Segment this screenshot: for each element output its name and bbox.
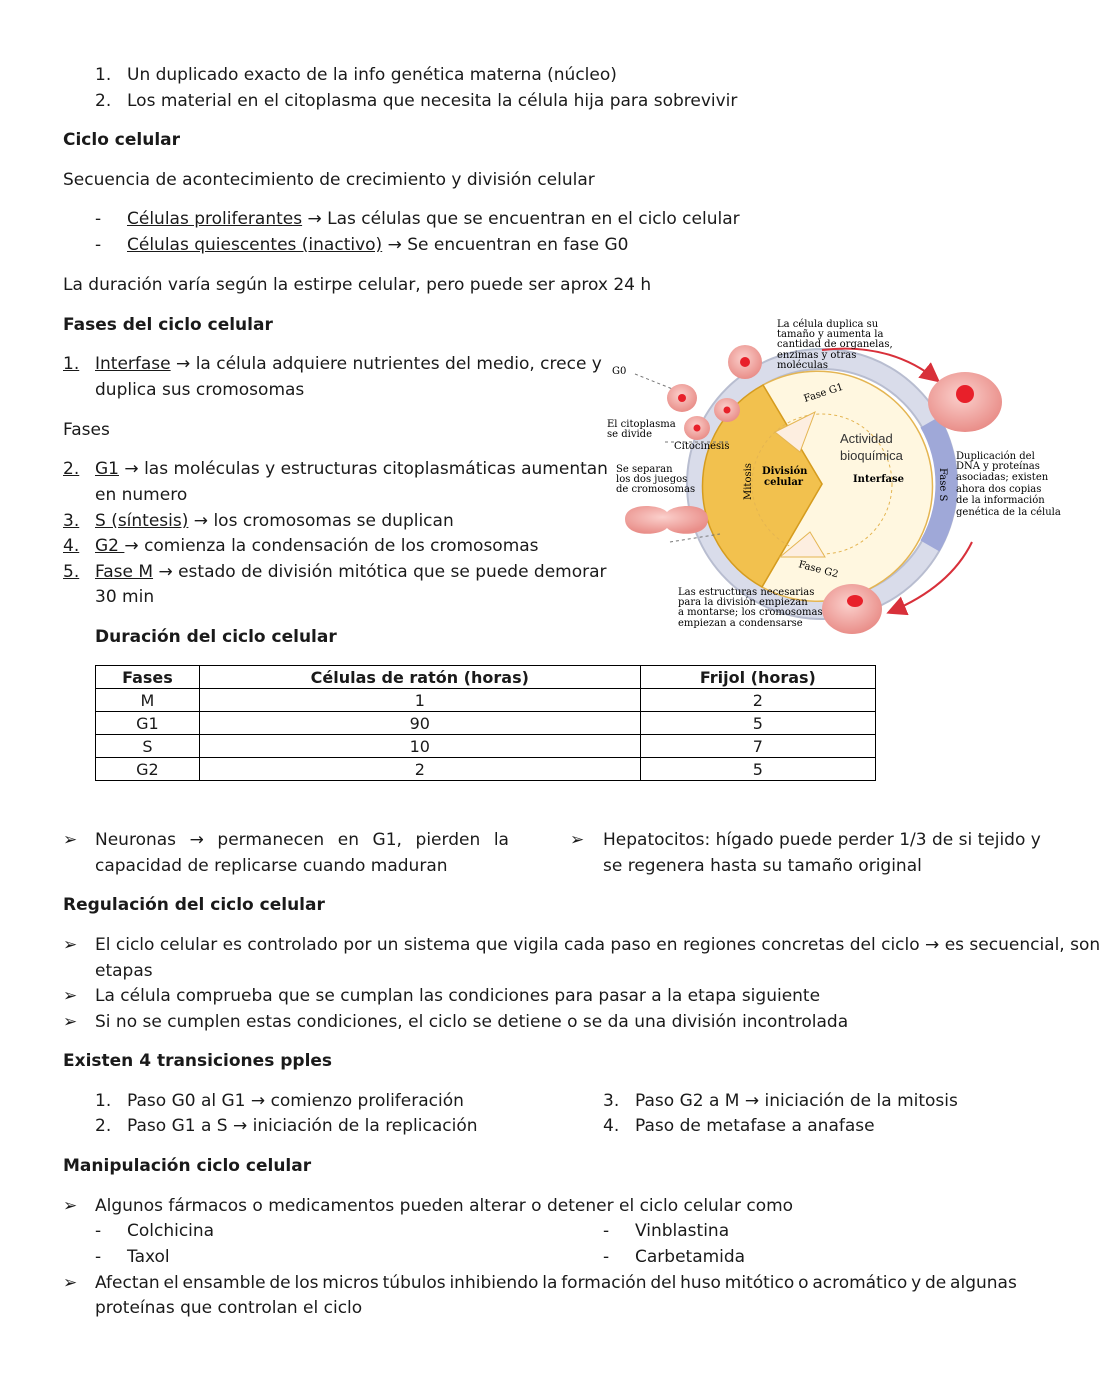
term: Células proliferantes <box>127 209 303 229</box>
text: Paso G1 a S <box>127 1116 228 1136</box>
cell-g2 <box>822 584 882 634</box>
bottom-note-3: a montarse; los cromosomas <box>678 607 823 618</box>
dash-bullet: - <box>95 1221 102 1241</box>
table-cell: 1 <box>199 689 640 712</box>
intro-item-1 <box>95 64 617 86</box>
table-cell: 10 <box>199 735 640 758</box>
list-number: 2. <box>95 91 112 111</box>
arrowhead-bullet-icon: ➢ <box>63 935 78 955</box>
table-header-cell: Fases <box>96 666 200 689</box>
word: el <box>163 1273 179 1293</box>
label-separan-2: los dos juegos <box>616 474 688 485</box>
duration-table <box>95 665 876 781</box>
desc: Las células que se encuentran en el ciclo celular <box>327 209 740 229</box>
arrow-icon: → <box>387 235 402 255</box>
dup-2: DNA y proteínas <box>956 461 1040 472</box>
dup-5: de la información <box>956 495 1045 506</box>
arrow-icon: → <box>307 209 322 229</box>
dash-bullet: - <box>603 1221 610 1241</box>
list-number: 1. <box>95 1091 112 1111</box>
arrow-icon: → <box>158 562 173 582</box>
arrow-icon: → <box>176 354 191 374</box>
regulacion-bullet-1-cont: etapas <box>95 961 153 981</box>
list-number: 5. <box>63 562 80 582</box>
table-cell: G2 <box>96 758 200 781</box>
fase-item-3 <box>63 510 454 532</box>
table-cell: G1 <box>96 712 200 735</box>
text: iniciación de la mitosis <box>764 1091 958 1111</box>
word: los <box>294 1273 319 1293</box>
table-row <box>96 689 876 712</box>
arrowhead-bullet-icon: ➢ <box>63 1273 78 1293</box>
text: Paso de metafase a anafase <box>635 1116 875 1136</box>
drug-item <box>603 1246 745 1268</box>
arrow-icon: → <box>925 935 940 955</box>
intro-item-2 <box>95 90 737 112</box>
table-row <box>96 712 876 735</box>
manipulacion-bullet-1: Algunos fármacos o medicamentos pueden alterar o detener el ciclo celular como <box>95 1196 794 1216</box>
fase-item-1-cont: duplica sus cromosomas <box>95 380 305 400</box>
dash-bullet: - <box>95 209 102 229</box>
heading-regulacion: Regulación del ciclo celular <box>63 895 325 915</box>
heading-ciclo-celular: Ciclo celular <box>63 130 181 150</box>
arrow-icon: → <box>189 830 204 850</box>
label-division-2: celular <box>764 477 804 488</box>
word: ensamble <box>182 1273 266 1293</box>
word: Neuronas <box>95 830 177 850</box>
drug-name: Taxol <box>127 1247 170 1267</box>
example-left-line2: capacidad de replicarse cuando maduran <box>95 856 448 876</box>
text: iniciación de la replicación <box>252 1116 478 1136</box>
arrowhead-bullet-icon: ➢ <box>570 830 585 850</box>
top-note-2: tamaño y aumenta la <box>777 329 884 340</box>
label-fase-g1: Fase G1 <box>802 381 845 405</box>
label-citoplasma-1: El citoplasma <box>607 419 676 430</box>
label-fase-g2: Fase G2 <box>797 559 840 581</box>
word: acromático <box>812 1273 908 1293</box>
word: en <box>337 830 359 850</box>
text: es secuencial, son <box>944 935 1100 955</box>
drug-item <box>603 1220 729 1242</box>
arrow-icon: → <box>250 1091 266 1111</box>
heading-fases: Fases del ciclo celular <box>63 315 273 335</box>
list-number: 3. <box>603 1091 620 1111</box>
cell-large-right <box>928 372 1002 432</box>
arrowhead-bullet-icon: ➢ <box>63 1012 78 1032</box>
top-note-3: cantidad de organelas, <box>777 339 893 350</box>
label-g0: G0 <box>612 366 627 377</box>
term: G1 <box>95 459 119 479</box>
fases-sublabel: Fases <box>63 420 110 440</box>
fase-item-5-cont: 30 min <box>95 587 155 607</box>
text: comienzo proliferación <box>270 1091 464 1111</box>
top-note-4: enzimas y otras <box>777 350 857 361</box>
table-row <box>96 735 876 758</box>
desc: los cromosomas se duplican <box>213 511 454 531</box>
example-right-line1: Hepatocitos: hígado puede perder 1/3 de si tejido y <box>603 830 1041 850</box>
example-left-line1 <box>95 829 509 851</box>
fase-item-1 <box>63 353 602 375</box>
cell-g0 <box>667 384 697 412</box>
fase-item-2 <box>63 458 608 480</box>
cell-top <box>728 345 762 379</box>
bottom-note-2: para la división empiezan <box>678 597 808 608</box>
table-cell: 90 <box>199 712 640 735</box>
table-cell: S <box>96 735 200 758</box>
drug-item <box>95 1220 214 1242</box>
table-header-cell: Células de ratón (horas) <box>199 666 640 689</box>
word: del <box>650 1273 677 1293</box>
dup-3: asociadas; existen <box>956 472 1049 483</box>
table-row <box>96 758 876 781</box>
word: mitótico <box>724 1273 795 1293</box>
ciclo-duration: La duración varía según la estirpe celular, pero puede ser aprox 24 h <box>63 275 652 295</box>
manipulacion-bullet-2 <box>95 1272 1017 1294</box>
label-citocinesis: Citocinesis <box>674 441 730 452</box>
arrow-icon: → <box>124 459 139 479</box>
label-mitosis: Mitosis <box>743 463 754 500</box>
arrowhead-bullet-icon: ➢ <box>63 830 78 850</box>
table-header-row <box>96 666 876 689</box>
regulacion-bullet-2: La célula comprueba que se cumplan las condiciones para pasar a la etapa siguiente <box>95 986 821 1006</box>
top-note-1: La célula duplica su <box>777 319 879 330</box>
bottom-note-4: empiezan a condensarse <box>678 618 803 629</box>
label-citoplasma-2: se divide <box>607 429 652 440</box>
dup-4: ahora dos copias <box>956 484 1042 495</box>
cell-small-1 <box>684 416 710 440</box>
cell-small-2 <box>714 398 740 422</box>
list-text: Los material en el citoplasma que necesita la célula hija para sobrevivir <box>127 91 738 111</box>
label-fase-s: Fase S <box>937 468 948 502</box>
dash-bullet: - <box>95 1247 102 1267</box>
label-interfase: Interfase <box>853 474 904 485</box>
word: micros <box>322 1273 379 1293</box>
regulacion-bullet-3: Si no se cumplen estas condiciones, el ciclo se detiene o se da una división incontrolada <box>95 1012 849 1032</box>
heading-duracion: Duración del ciclo celular <box>95 627 337 647</box>
word: formación <box>561 1273 647 1293</box>
top-note-5: moléculas <box>777 360 828 371</box>
cell-cycle-diagram <box>600 312 1070 640</box>
term: G2 <box>95 536 125 556</box>
drug-name: Vinblastina <box>635 1221 730 1241</box>
label-separan-1: Se separan <box>616 464 673 475</box>
table-cell: 7 <box>640 735 875 758</box>
table-cell: 5 <box>640 712 875 735</box>
label-separan-3: de cromosomas <box>616 484 696 495</box>
desc: las moléculas y estructuras citoplasmáticas aumentan <box>144 459 608 479</box>
word: y <box>911 1273 922 1293</box>
regulacion-bullet-1 <box>95 934 1100 956</box>
arrow-icon: → <box>232 1116 248 1136</box>
ciclo-bullet-1 <box>95 208 740 230</box>
table-header-cell: Frijol (horas) <box>640 666 875 689</box>
fase-item-5 <box>63 561 607 583</box>
list-number: 1. <box>95 65 112 85</box>
heading-transiciones: Existen 4 transiciones pples <box>63 1051 333 1071</box>
label-division-1: División <box>762 466 808 477</box>
table-cell: 5 <box>640 758 875 781</box>
bottom-note-1: Las estructuras necesarias <box>678 587 815 598</box>
transicion-item-1 <box>95 1090 464 1112</box>
label-actividad-2: bioquímica <box>840 448 903 463</box>
word: permanecen <box>217 830 325 850</box>
ciclo-bullet-2 <box>95 234 629 256</box>
word: la <box>493 830 509 850</box>
word: de <box>269 1273 291 1293</box>
word: la <box>542 1273 558 1293</box>
transicion-item-4 <box>603 1115 875 1137</box>
text: El ciclo celular es controlado por un sistema que vigila cada paso en regiones concretas del ciclo <box>95 935 920 955</box>
arrowhead-bullet-icon: ➢ <box>63 986 78 1006</box>
word: pierden <box>415 830 481 850</box>
transicion-item-2 <box>95 1115 478 1137</box>
list-number: 2. <box>63 459 80 479</box>
label-actividad-1: Actividad <box>840 431 893 446</box>
word: o <box>798 1273 809 1293</box>
list-number: 4. <box>603 1116 620 1136</box>
dash-bullet: - <box>95 235 102 255</box>
example-right-line2: se regenera hasta su tamaño original <box>603 856 922 876</box>
desc: estado de división mitótica que se puede demorar <box>178 562 607 582</box>
desc: Se encuentran en fase G0 <box>407 235 629 255</box>
table-cell: M <box>96 689 200 712</box>
term: Células quiescentes (inactivo) <box>127 235 383 255</box>
fase-item-2-cont: en numero <box>95 485 188 505</box>
transicion-item-3 <box>603 1090 958 1112</box>
ciclo-definition: Secuencia de acontecimiento de crecimiento y división celular <box>63 170 595 190</box>
manipulacion-bullet-2-cont: proteínas que controlan el ciclo <box>95 1298 363 1318</box>
arrowhead-bullet-icon: ➢ <box>63 1196 78 1216</box>
text: Paso G2 a M <box>635 1091 740 1111</box>
fase-item-4 <box>63 535 539 557</box>
term: S (síntesis) <box>95 511 189 531</box>
word: túbulos <box>382 1273 446 1293</box>
heading-manipulacion: Manipulación ciclo celular <box>63 1156 312 1176</box>
text: Paso G0 al G1 <box>127 1091 246 1111</box>
arrow-icon: → <box>124 536 139 556</box>
table-cell: 2 <box>199 758 640 781</box>
arrow-icon: → <box>744 1091 760 1111</box>
arrow-icon: → <box>193 511 209 531</box>
dup-6: genética de la célula <box>956 507 1061 518</box>
word: de <box>924 1273 947 1293</box>
list-number: 4. <box>63 536 80 556</box>
drug-name: Colchicina <box>127 1221 215 1241</box>
dash-bullet: - <box>603 1247 610 1267</box>
word: huso <box>680 1273 721 1293</box>
word: algunas <box>950 1273 1017 1293</box>
cell-dividing <box>625 506 708 534</box>
term: Interfase <box>95 354 171 374</box>
table-cell: 2 <box>640 689 875 712</box>
desc: comienza la condensación de los cromosomas <box>144 536 539 556</box>
list-number: 2. <box>95 1116 112 1136</box>
word: Afectan <box>95 1273 160 1293</box>
list-number: 3. <box>63 511 80 531</box>
drug-item <box>95 1246 170 1268</box>
list-text: Un duplicado exacto de la info genética materna (núcleo) <box>127 65 617 85</box>
term: Fase M <box>95 562 154 582</box>
list-number: 1. <box>63 354 80 374</box>
dup-1: Duplicación del <box>956 451 1035 462</box>
word: inhibiendo <box>449 1273 539 1293</box>
desc: la célula adquiere nutrientes del medio, crece y <box>195 354 602 374</box>
word: G1, <box>372 830 402 850</box>
drug-name: Carbetamida <box>635 1247 746 1267</box>
